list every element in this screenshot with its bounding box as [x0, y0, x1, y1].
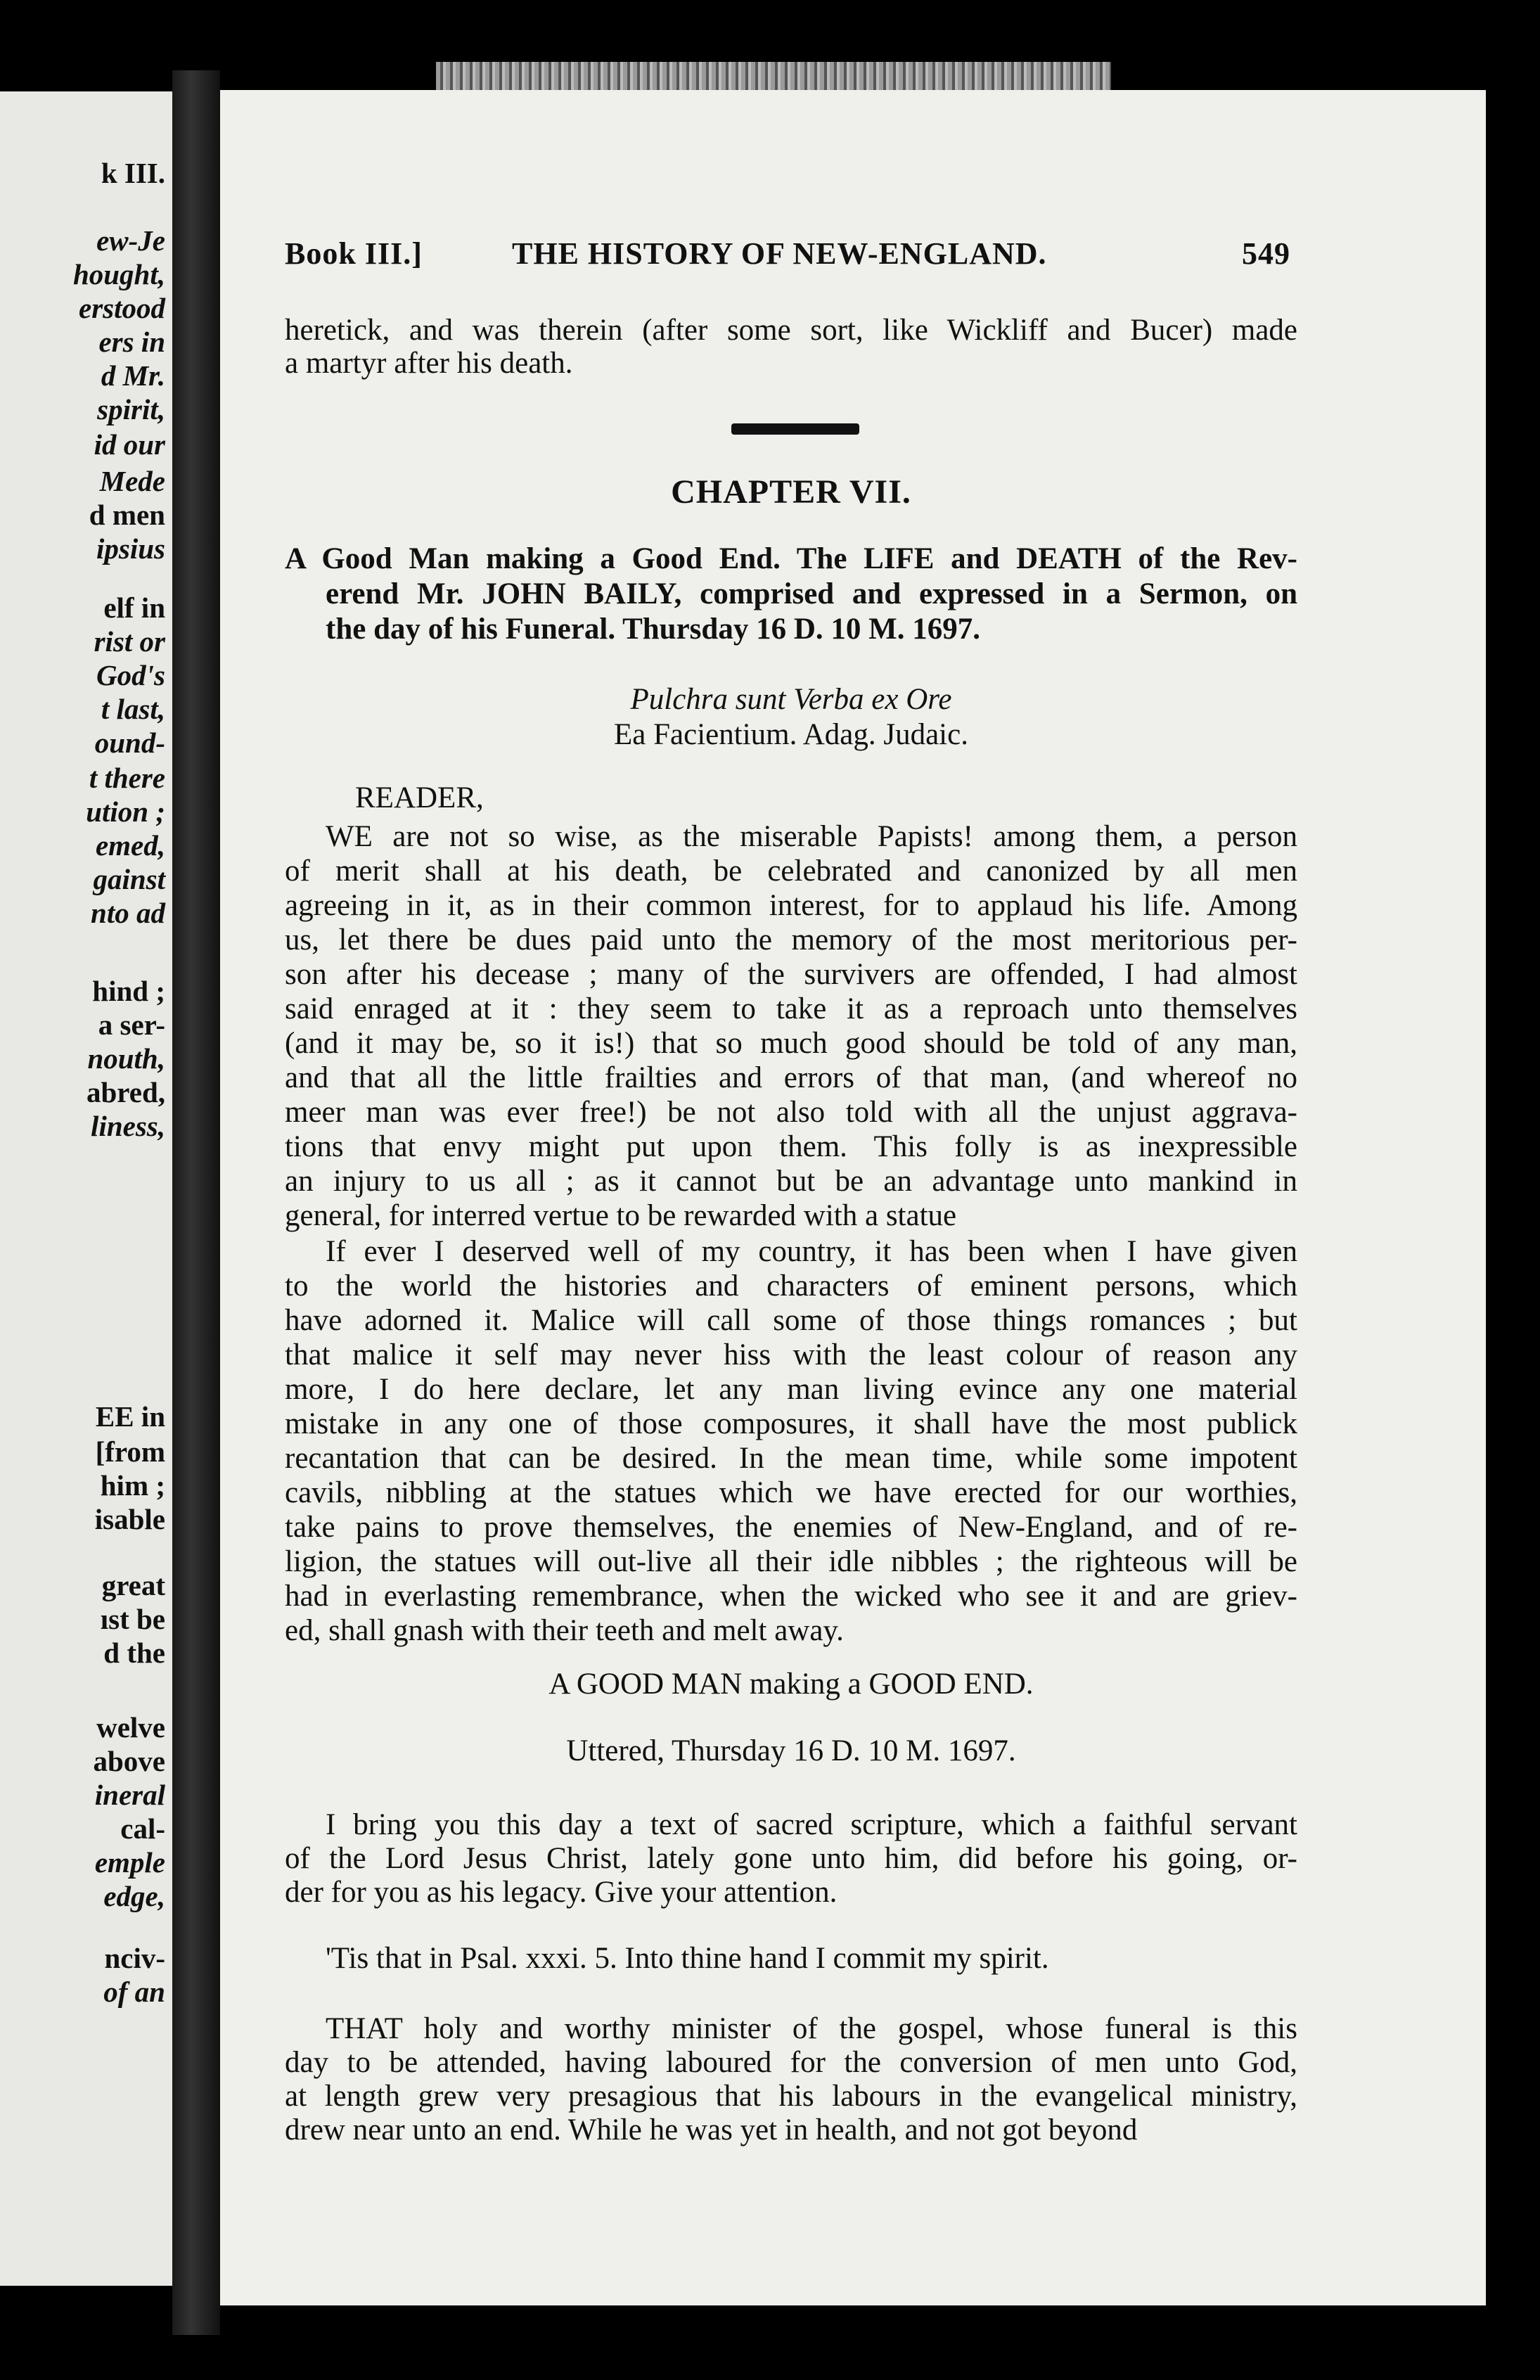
text-line: said enraged at it : they seem to take it as a reproach unto themselves: [285, 992, 1297, 1025]
facing-page-line: cal-: [120, 1812, 165, 1845]
facing-page-line: t there: [89, 762, 165, 794]
running-head: [285, 236, 1290, 285]
facing-page-line: d Mr.: [101, 359, 165, 392]
facing-page-line: great: [101, 1569, 165, 1601]
text-line: (and it may be, so it is!) that so much good should be told of any man,: [285, 1027, 1297, 1060]
text-line: I bring you this day a text of sacred scripture, which a faithful servant: [326, 1808, 1297, 1841]
sermon-title: A GOOD MAN making a GOOD END.: [548, 1668, 1034, 1701]
text-line: ligion, the statues will out-live all their idle nibbles ; the righteous will be: [285, 1545, 1297, 1578]
chapter-summary-line: the day of his Funeral. Thursday 16 D. 10 M. 1697.: [326, 613, 980, 646]
facing-page-line: a ser-: [98, 1009, 165, 1041]
chapter-heading: CHAPTER VII.: [671, 473, 911, 511]
text-line: have adorned it. Malice will call some of those things romances ; but: [285, 1304, 1297, 1337]
section-rule: [731, 423, 859, 435]
text-line: had in everlasting remembrance, when the wicked who see it and are griev-: [285, 1580, 1297, 1613]
facing-page-line: hind ;: [92, 975, 165, 1007]
opening-line: a martyr after his death.: [285, 347, 573, 380]
facing-page-line: ew-Je: [96, 224, 165, 257]
facing-page-line: emed,: [95, 829, 165, 862]
facing-page-line: above: [93, 1745, 165, 1777]
facing-page-line: ution ;: [86, 795, 165, 828]
chapter-summary-line: erend Mr. JOHN BAILY, comprised and expressed in a Sermon, on: [326, 577, 1297, 610]
text-line: of the Lord Jesus Christ, lately gone unto him, did before his going, or-: [285, 1842, 1297, 1875]
facing-page-line: d the: [103, 1637, 165, 1669]
facing-page-line: rist or: [94, 625, 165, 658]
running-head-title: THE HISTORY OF NEW-ENGLAND.: [512, 236, 1047, 271]
text-line: and that all the little frailties and errors of that man, (and whereof no: [285, 1061, 1297, 1094]
facing-page-line: emple: [94, 1846, 165, 1879]
facing-page-line: edge,: [103, 1880, 165, 1912]
text-line: drew near unto an end. While he was yet in health, and not got beyond: [285, 2113, 1138, 2147]
facing-page-line: ers in: [98, 326, 165, 358]
facing-page-line: nto ad: [91, 897, 165, 929]
text-line: tions that envy might put upon them. This folly is as inexpressible: [285, 1130, 1297, 1163]
facing-page-line: nciv-: [104, 1942, 165, 1974]
motto-line: Ea Facientium. Adag. Judaic.: [614, 718, 968, 751]
facing-page-line: spirit,: [97, 393, 165, 426]
facing-page-line: hought,: [72, 258, 165, 290]
text-line: to the world the histories and characters of eminent persons, which: [285, 1269, 1297, 1303]
running-head-book: Book III.]: [285, 236, 423, 271]
facing-page-line: erstood: [79, 292, 165, 324]
facing-page-line: God's: [96, 659, 165, 691]
text-line: recantation that can be desired. In the mean time, while some impotent: [285, 1442, 1297, 1475]
facing-page-line: Mede: [99, 465, 165, 497]
text-line: If ever I deserved well of my country, it has been when I have given: [326, 1235, 1297, 1268]
text-line: more, I do here declare, let any man living evince any one material: [285, 1373, 1297, 1406]
facing-page-line: nouth,: [87, 1042, 165, 1075]
text-line: ed, shall gnash with their teeth and melt away.: [285, 1614, 844, 1647]
facing-page-line: gainst: [93, 863, 165, 895]
text-line: general, for interred vertue to be rewarded with a statue: [285, 1199, 957, 1232]
scripture-text: 'Tis that in Psal. xxxi. 5. Into thine hand I commit my spirit.: [326, 1942, 1049, 1975]
facing-page-fragment: [0, 91, 172, 2286]
facing-page-line: ıst be: [100, 1603, 165, 1635]
facing-page-line: abred,: [86, 1076, 165, 1108]
facing-page-line: id our: [94, 428, 165, 461]
facing-page-line: EE in: [95, 1400, 165, 1433]
text-line: at length grew very presagious that his labours in the evangelical ministry,: [285, 2080, 1297, 2113]
facing-page-line: elf in: [103, 591, 165, 624]
text-line: der for you as his legacy. Give your attention.: [285, 1876, 838, 1909]
sermon-date: Uttered, Thursday 16 D. 10 M. 1697.: [566, 1734, 1016, 1767]
facing-page-line: ipsius: [96, 532, 165, 565]
text-line: day to be attended, having laboured for the conversion of men unto God,: [285, 2046, 1297, 2079]
binding-shadow-strip: [436, 62, 1111, 91]
text-line: WE are not so wise, as the miserable Papists! among them, a person: [326, 820, 1297, 853]
facing-page-line: k III.: [101, 157, 165, 189]
page-number: 549: [1242, 236, 1290, 271]
motto-line: Pulchra sunt Verba ex Ore: [630, 683, 952, 716]
text-line: agreeing in it, as in their common interest, for to applaud his life. Among: [285, 889, 1297, 922]
text-line: take pains to prove themselves, the enemies of New-England, and of re-: [285, 1511, 1297, 1544]
text-line: us, let there be dues paid unto the memory of the most meritorious per-: [285, 923, 1297, 957]
text-line: that malice it self may never hiss with the least colour of reason any: [285, 1338, 1297, 1371]
facing-page-line: d men: [89, 499, 165, 531]
text-line: son after his decease ; many of the survivers are offended, I had almost: [285, 958, 1297, 991]
opening-line: heretick, and was therein (after some sort, like Wickliff and Bucer) made: [285, 314, 1297, 347]
text-line: meer man was ever free!) be not also told with all the unjust aggrava-: [285, 1096, 1297, 1129]
text-line: of merit shall at his death, be celebrated and canonized by all men: [285, 855, 1297, 888]
facing-page-line: him ;: [100, 1469, 165, 1502]
facing-page-line: ineral: [94, 1779, 165, 1811]
facing-page-line: welve: [96, 1711, 165, 1744]
facing-page-line: liness,: [91, 1110, 165, 1142]
text-line: cavils, nibbling at the statues which we have erected for our worthies,: [285, 1476, 1297, 1509]
facing-page-line: ound-: [94, 727, 165, 759]
facing-page-line: isable: [94, 1503, 165, 1535]
text-line: THAT holy and worthy minister of the gospel, whose funeral is this: [326, 2012, 1297, 2045]
salutation: READER,: [355, 781, 484, 814]
facing-page-line: t last,: [101, 693, 165, 725]
book-gutter: [172, 70, 220, 2335]
text-line: an injury to us all ; as it cannot but be an advantage unto mankind in: [285, 1165, 1297, 1198]
facing-page-line: of an: [103, 1976, 165, 2008]
text-line: mistake in any one of those composures, it shall have the most publick: [285, 1407, 1297, 1440]
chapter-summary-line: A Good Man making a Good End. The LIFE and DEATH of the Rev-: [285, 542, 1297, 575]
facing-page-line: [from: [95, 1435, 165, 1468]
